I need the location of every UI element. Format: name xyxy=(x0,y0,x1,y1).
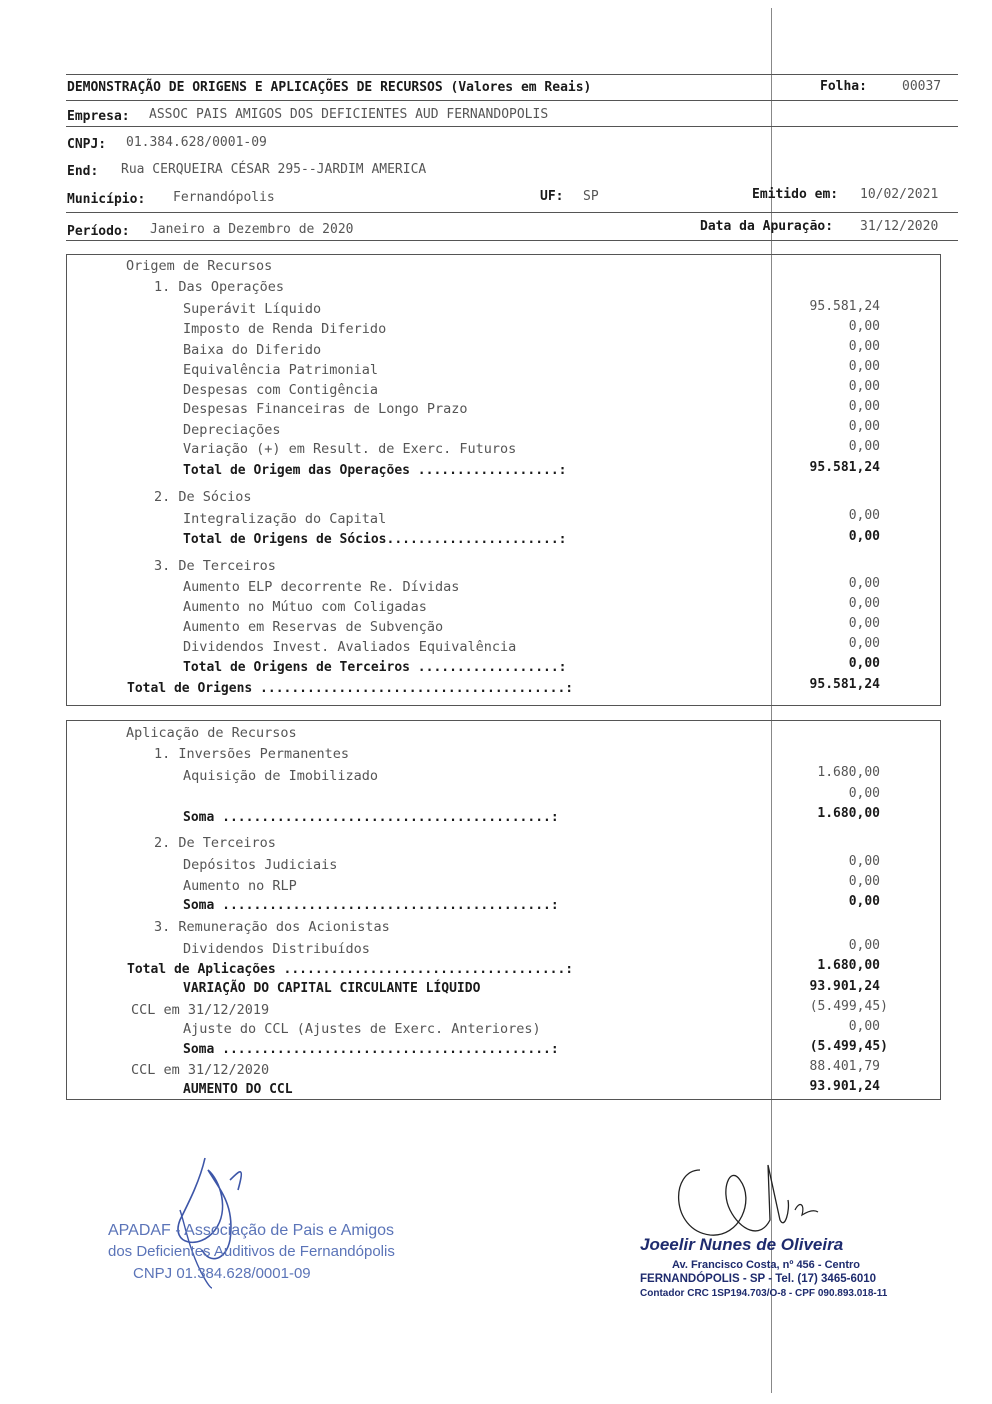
origem-terceiros-total-label: Total de Origens de Terceiros ..................: xyxy=(183,660,567,675)
emitido-value: 10/02/2021 xyxy=(860,187,939,202)
origem-item-value: 95.581,24 xyxy=(809,299,880,314)
origem-total-value: 95.581,24 xyxy=(809,677,880,692)
periodo-value: Janeiro a Dezembro de 2020 xyxy=(150,222,354,237)
origem-terceiros-total-value: 0,00 xyxy=(848,656,880,671)
folha-value: 00037 xyxy=(902,79,942,94)
aplicacao-terceiros-soma-label: Soma ..........................................: xyxy=(183,898,559,913)
aplicacao-item-value: 0,00 xyxy=(848,786,880,801)
origem-section-terceiros: 3. De Terceiros xyxy=(154,558,276,574)
origem-section-operacoes: 1. Das Operações xyxy=(154,279,285,295)
empresa-value: ASSOC PAIS AMIGOS DOS DEFICIENTES AUD FERNANDOPOLIS xyxy=(149,107,549,122)
origem-socios-total-label: Total de Origens de Sócios......................: xyxy=(183,532,567,547)
uf-label: UF: xyxy=(540,189,564,204)
aplicacao-title: Aplicação de Recursos xyxy=(126,725,297,741)
origem-item-label: Superávit Líquido xyxy=(183,301,322,317)
ajuste-ccl-label: Ajuste do CCL (Ajustes de Exerc. Anteriores) xyxy=(183,1021,541,1037)
ajuste-ccl-value: 0,00 xyxy=(848,1019,880,1034)
end-value: Rua CERQUEIRA CÉSAR 295--JARDIM AMERICA xyxy=(121,162,427,177)
document-title: DEMONSTRAÇÃO DE ORIGENS E APLICAÇÕES DE RECURSOS (Valores em Reais) xyxy=(67,80,592,95)
aplicacao-section-inversoes: 1. Inversões Permanentes xyxy=(154,746,350,762)
emitido-label: Emitido em: xyxy=(752,187,839,202)
aplicacao-item-value: 0,00 xyxy=(848,854,880,869)
origem-item-label: Integralização do Capital xyxy=(183,511,387,527)
origem-operacoes-total-label: Total de Origem das Operações ..................: xyxy=(183,463,567,478)
ccl-soma-value: (5.499,45) xyxy=(809,1039,888,1054)
origem-item-label: Despesas com Contigência xyxy=(183,382,379,398)
origem-item-label: Despesas Financeiras de Longo Prazo xyxy=(183,401,468,417)
origem-item-value: 0,00 xyxy=(848,359,880,374)
origem-item-label: Variação (+) em Result. de Exerc. Futuros xyxy=(183,441,517,457)
variacao-ccl-label: VARIAÇÃO DO CAPITAL CIRCULANTE LÍQUIDO xyxy=(183,981,481,996)
cnpj-value: 01.384.628/0001-09 xyxy=(126,135,267,150)
aplicacao-item-value: 1.680,00 xyxy=(817,765,880,780)
origem-item-value: 0,00 xyxy=(848,419,880,434)
ccl-2019-value: (5.499,45) xyxy=(809,999,888,1014)
ccl-2019-label: CCL em 31/12/2019 xyxy=(131,1002,270,1018)
aplicacao-total-value: 1.680,00 xyxy=(817,958,880,973)
aplicacao-terceiros-soma-value: 0,00 xyxy=(848,894,880,909)
origem-item-label: Equivalência Patrimonial xyxy=(183,362,379,378)
origem-total-label: Total de Origens .......................................: xyxy=(127,681,574,696)
header-rule xyxy=(66,212,958,213)
aplicacao-inversoes-soma-label: Soma ..........................................: xyxy=(183,810,559,825)
ccl-2020-value: 88.401,79 xyxy=(809,1059,880,1074)
origem-item-value: 0,00 xyxy=(848,616,880,631)
accountant-name: Joeelir Nunes de Oliveira xyxy=(640,1235,844,1254)
origem-item-value: 0,00 xyxy=(848,319,880,334)
aplicacao-item-label: Depósitos Judiciais xyxy=(183,857,338,873)
origem-socios-total-value: 0,00 xyxy=(848,529,880,544)
origem-section-socios: 2. De Sócios xyxy=(154,489,252,505)
aplicacao-section-acionistas: 3. Remuneração dos Acionistas xyxy=(154,919,390,935)
origem-item-value: 0,00 xyxy=(848,439,880,454)
apuracao-value: 31/12/2020 xyxy=(860,219,939,234)
origem-item-label: Aumento no Mútuo com Coligadas xyxy=(183,599,427,615)
municipio-value: Fernandópolis xyxy=(173,190,275,205)
apuracao-label: Data da Apuração: xyxy=(700,219,834,234)
aplicacao-item-value: 0,00 xyxy=(848,874,880,889)
aplicacao-item-value: 0,00 xyxy=(848,938,880,953)
origem-item-value: 0,00 xyxy=(848,636,880,651)
municipio-label: Município: xyxy=(67,192,146,207)
aplicacao-section-terceiros: 2. De Terceiros xyxy=(154,835,276,851)
origem-item-label: Imposto de Renda Diferido xyxy=(183,321,387,337)
empresa-label: Empresa: xyxy=(67,109,130,124)
aplicacao-item-label: Dividendos Distribuídos xyxy=(183,941,370,957)
aplicacao-total-label: Total de Aplicações ....................................: xyxy=(127,962,574,977)
origem-item-value: 0,00 xyxy=(848,399,880,414)
origem-operacoes-total-value: 95.581,24 xyxy=(809,460,880,475)
accountant-crc: Contador CRC 1SP194.703/O-8 - CPF 090.893.018-11 xyxy=(640,1288,888,1299)
origem-item-label: Aumento em Reservas de Subvenção xyxy=(183,619,444,635)
periodo-label: Período: xyxy=(67,224,130,239)
origem-item-value: 0,00 xyxy=(848,508,880,523)
variacao-ccl-value: 93.901,24 xyxy=(809,979,880,994)
accountant-city-phone: FERNANDÓPOLIS - SP - Tel. (17) 3465-6010 xyxy=(640,1273,877,1285)
folha-label: Folha: xyxy=(820,79,867,94)
ccl-soma-label: Soma ..........................................: xyxy=(183,1042,559,1057)
aumento-ccl-value: 93.901,24 xyxy=(809,1079,880,1094)
stamp-left-line3: CNPJ 01.384.628/0001-09 xyxy=(133,1265,311,1282)
aplicacao-item-label: Aquisição de Imobilizado xyxy=(183,768,379,784)
origem-title: Origem de Recursos xyxy=(126,258,273,274)
origem-item-label: Aumento ELP decorrente Re. Dívidas xyxy=(183,579,460,595)
header-rule xyxy=(66,126,958,127)
uf-value: SP xyxy=(583,189,599,204)
cnpj-label: CNPJ: xyxy=(67,137,107,152)
stamp-left-line2: dos Deficientes Auditivos de Fernandópolis xyxy=(108,1243,395,1260)
origem-item-value: 0,00 xyxy=(848,576,880,591)
stamp-left-line1: APADAF - Associação de Pais e Amigos xyxy=(108,1222,395,1239)
end-label: End: xyxy=(67,164,99,179)
aplicacao-inversoes-soma-value: 1.680,00 xyxy=(817,806,880,821)
origem-item-value: 0,00 xyxy=(848,379,880,394)
origem-item-value: 0,00 xyxy=(848,339,880,354)
origem-item-label: Baixa do Diferido xyxy=(183,342,322,358)
accountant-address: Av. Francisco Costa, nº 456 - Centro xyxy=(672,1259,861,1271)
origem-item-label: Dividendos Invest. Avaliados Equivalência xyxy=(183,639,517,655)
header-rule xyxy=(66,100,958,101)
header-rule-bottom xyxy=(66,240,958,241)
aplicacao-item-label: Aumento no RLP xyxy=(183,878,297,894)
origem-item-value: 0,00 xyxy=(848,596,880,611)
aumento-ccl-label: AUMENTO DO CCL xyxy=(183,1082,293,1097)
header-rule-top xyxy=(66,74,958,75)
origem-item-label: Depreciações xyxy=(183,422,281,438)
ccl-2020-label: CCL em 31/12/2020 xyxy=(131,1062,270,1078)
